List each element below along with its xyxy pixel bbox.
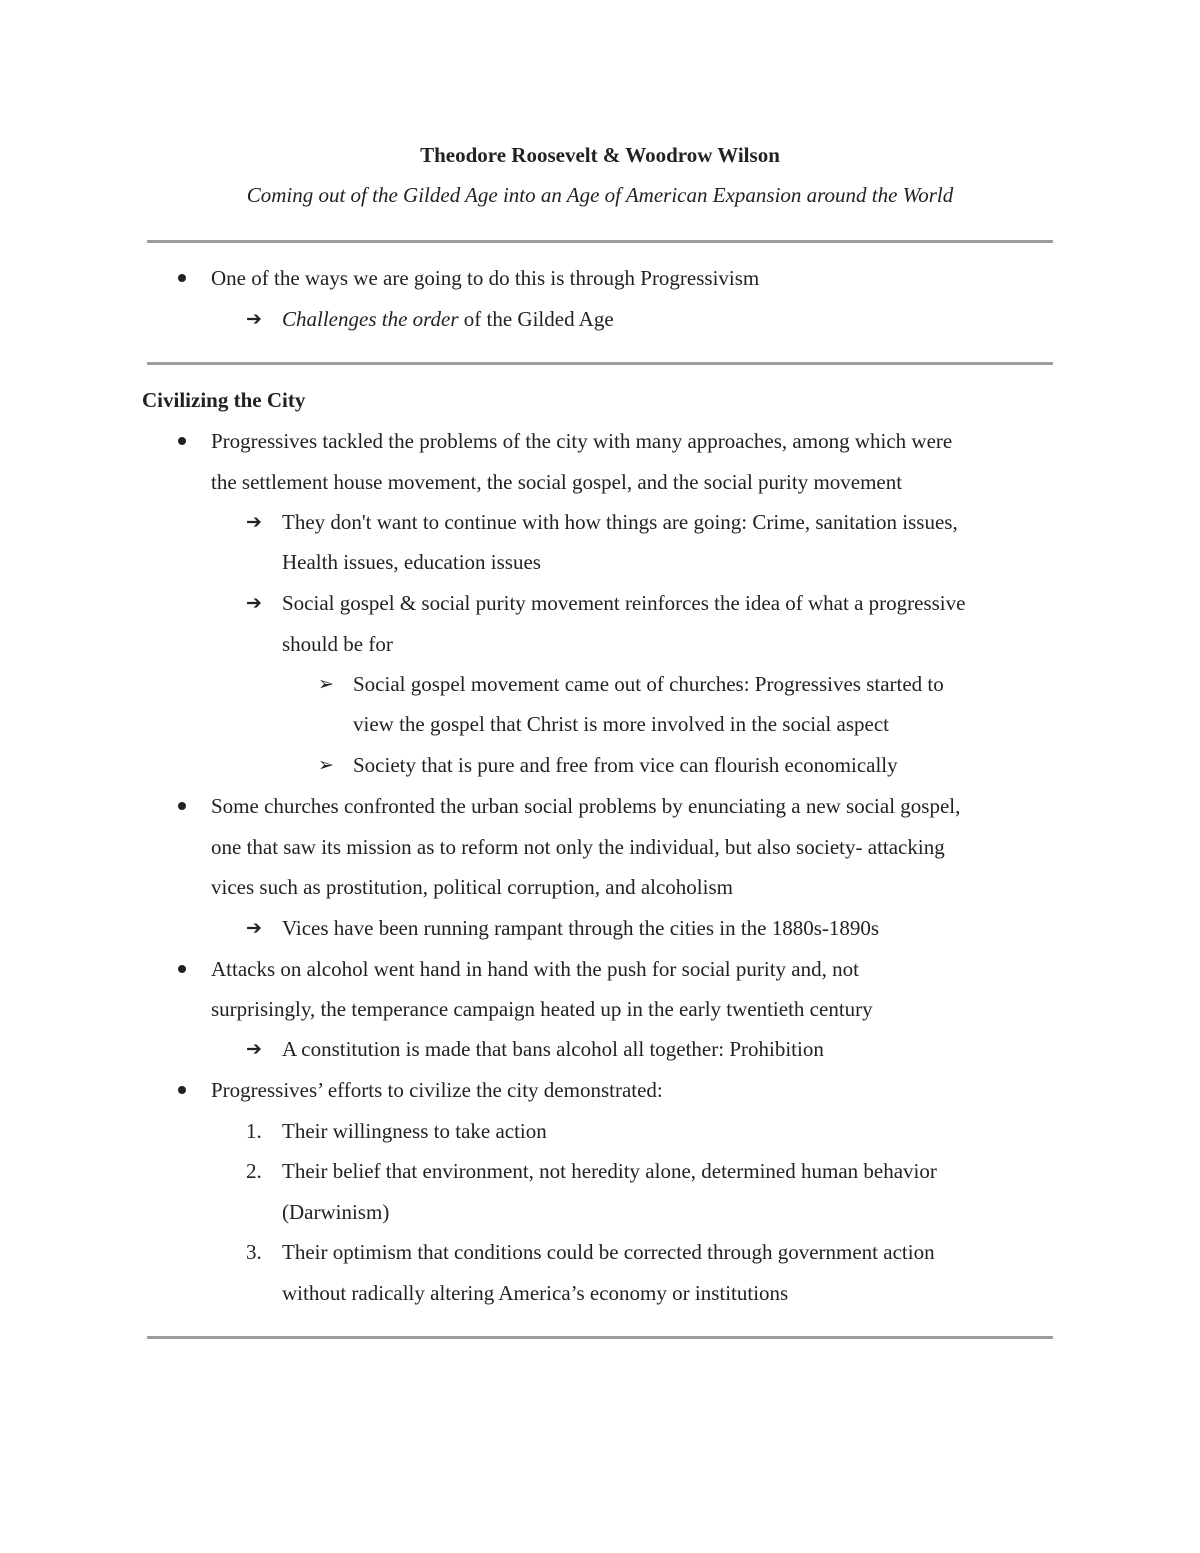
arrowhead-icon: ➢ [318,754,334,776]
bullet-1-line-1: Progressives tackled the problems of the city with many approaches, among which were [211,429,953,453]
intro-sub-rest: of the Gilded Age [458,307,614,331]
bullet-2-sub-1: Vices have been running rampant through the cities in the 1880s-1890s [282,916,880,940]
document-title: Theodore Roosevelt & Woodrow Wilson [420,143,780,167]
bullet-2-line-2: one that saw its mission as to reform not only the individual, but also society- attacking [211,835,945,859]
bullet-3-line-2: surprisingly, the temperance campaign heated up in the early twentieth century [211,997,873,1021]
list-item-number: 2. [246,1159,262,1183]
arrow-icon: ➔ [246,917,262,939]
divider-bottom [147,1336,1053,1339]
list-item-1-line-1: Their willingness to take action [282,1119,547,1143]
bullet-icon [178,802,186,810]
bullet-1-sub-1-line-2: Health issues, education issues [282,550,541,574]
bullet-4: Progressives’ efforts to civilize the city demonstrated: [211,1078,663,1102]
bullet-3-line-1: Attacks on alcohol went hand in hand with the push for social purity and, not [211,957,859,981]
bullet-1-line-2: the settlement house movement, the social gospel, and the social purity movement [211,470,903,494]
section-heading: Civilizing the City [142,388,306,412]
bullet-icon [178,965,186,973]
bullet-3-sub-1: A constitution is made that bans alcohol all together: Prohibition [282,1037,824,1061]
divider-top [147,240,1053,243]
arrow-icon: ➔ [246,1038,262,1060]
bullet-2-line-3: vices such as prostitution, political corruption, and alcoholism [211,875,733,899]
bullet-icon [178,1086,186,1094]
bullet-icon [178,437,186,445]
bullet-1-sub-2-b: Society that is pure and free from vice can flourish economically [353,753,898,777]
bullet-1-sub-2-a-line-1: Social gospel movement came out of churches: Progressives started to [353,672,944,696]
divider-middle [147,362,1053,365]
list-item-3-line-1: Their optimism that conditions could be corrected through government action [282,1240,935,1264]
bullet-2-line-1: Some churches confronted the urban social problems by enunciating a new social gospel, [211,794,961,818]
arrow-icon: ➔ [246,308,262,330]
list-item-number: 3. [246,1240,262,1264]
list-item-3-line-2: without radically altering America’s economy or institutions [282,1281,789,1305]
intro-bullet-text: One of the ways we are going to do this is through Progressivism [211,266,760,290]
bullet-1-sub-2-line-1: Social gospel & social purity movement reinforces the idea of what a progressive [282,591,966,615]
list-item-2-line-2: (Darwinism) [282,1200,390,1224]
bullet-1-sub-2-a-line-2: view the gospel that Christ is more involved in the social aspect [353,712,889,736]
list-item-2-line-1: Their belief that environment, not heredity alone, determined human behavior [282,1159,937,1183]
arrowhead-icon: ➢ [318,673,334,695]
arrow-icon: ➔ [246,511,262,533]
bullet-icon [178,274,186,282]
intro-sub-italic: Challenges the order [282,307,459,331]
arrow-icon: ➔ [246,592,262,614]
bullet-1-sub-2-line-2: should be for [282,632,393,656]
list-item-number: 1. [246,1119,262,1143]
bullet-1-sub-1-line-1: They don't want to continue with how things are going: Crime, sanitation issues, [282,510,958,534]
document-subtitle: Coming out of the Gilded Age into an Age of American Expansion around the World [246,183,954,207]
intro-sub-text [282,305,614,333]
